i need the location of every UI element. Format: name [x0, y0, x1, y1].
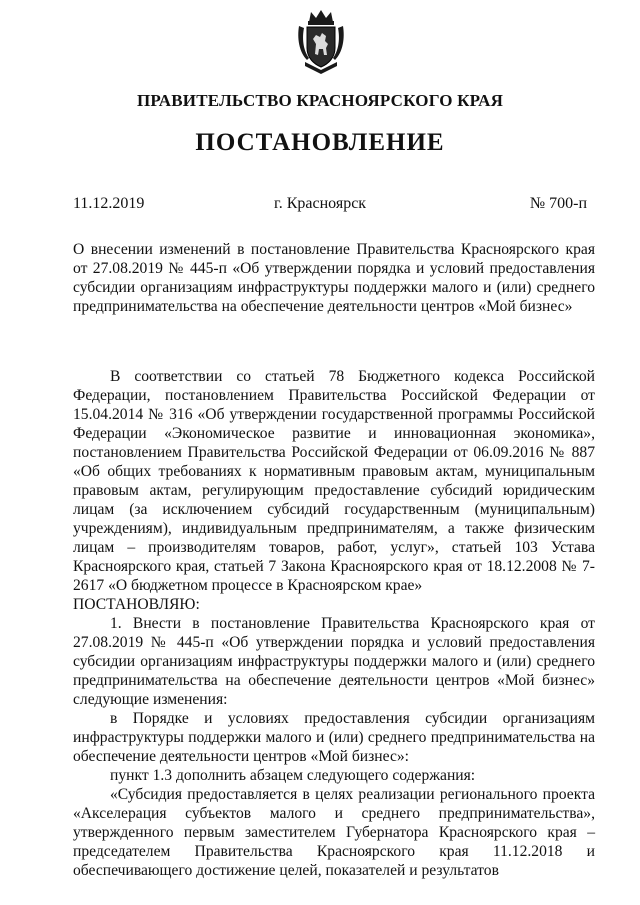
government-title: ПРАВИТЕЛЬСТВО КРАСНОЯРСКОГО КРАЯ	[136, 91, 504, 110]
document-number: № 700-п	[529, 195, 587, 212]
item-1-paragraph: 1. Внести в постановление Правительства Красноярского края от 27.08.2019 № 445-п «Об утверждении порядка и условий предоставления субсидии организациям инфраструктуры поддержки малого и (или) среднего предпринимательства на обеспечение деятельности центров «Мой бизнес» следующие изменения:	[73, 615, 595, 708]
document-body	[73, 367, 595, 880]
krasnoyarsk-krai-coat-of-arms-icon	[295, 8, 347, 74]
preamble-paragraph: В соответствии со статьей 78 Бюджетного кодекса Российской Федерации, постановлением Правительства Российской Федерации от 15.04.2014 № 316 «Об утверждении государственной программы Российской Федерации «Экономическое развитие и инновационная экономика», постановлением Правительства Российской Федерации от 06.09.2016 № 887 «Об общих требованиях к нормативным правовым актам, муниципальным правовым актам, регулирующим предоставление субсидий юридическим лицам (за исключением субсидий государственным (муниципальным) учреждениям), индивидуальным предпринимателям, а также физическим лицам – производителям товаров, работ, услуг», статьей 103 Устава Красноярского края, статьей 7 Закона Красноярского края от 18.12.2008 № 7-2617 «О бюджетном процессе в Красноярском крае»	[73, 368, 595, 594]
document-subject: О внесении изменений в постановление Правительства Красноярского края от 27.08.2019 № 445-п «Об утверждении порядка и условий предоставления субсидии организациям инфраструктуры поддержки малого и (или) среднего предпринимательства на обеспечение деятельности центров «Мой бизнес»	[73, 241, 595, 315]
point-paragraph: пункт 1.3 дополнить абзацем следующего содержания:	[110, 767, 476, 784]
document-date: 11.12.2019	[73, 195, 145, 212]
decree-word: ПОСТАНОВЛЯЮ:	[73, 596, 200, 613]
quoted-paragraph: «Субсидия предоставляется в целях реализации регионального проекта «Акселерация субъектов малого и среднего предпринимательства», утвержденного первым заместителем Губернатора Красноярского края – председателем Правительства Красноярского края 11.12.2018 и обеспечивающего достижение целей, показателей и результатов	[73, 786, 595, 879]
document-type: ПОСТАНОВЛЕНИЕ	[195, 129, 445, 156]
document-city: г. Красноярск	[273, 195, 367, 212]
item-1-subparagraph: в Порядке и условиях предоставления субсидии организациям инфраструктуры поддержки малого и (или) среднего предпринимательства на обеспечение деятельности центров «Мой бизнес»:	[73, 710, 595, 765]
